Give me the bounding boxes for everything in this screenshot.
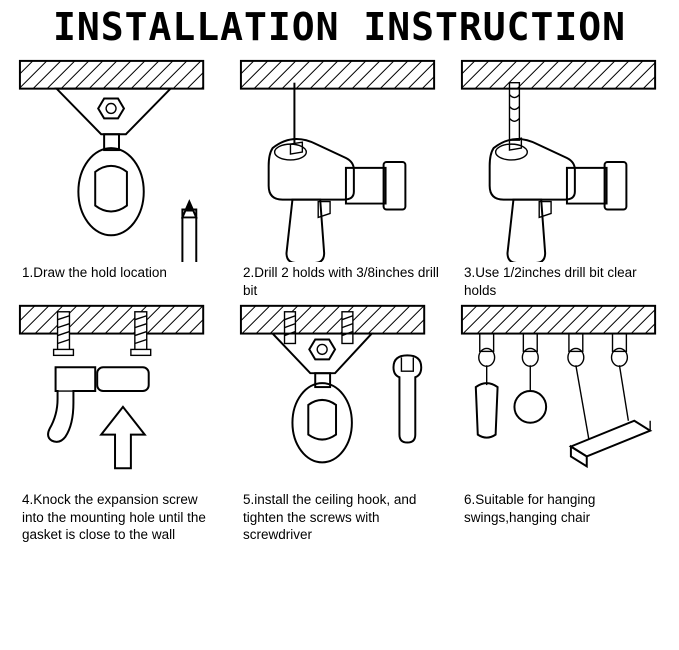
step-4	[8, 299, 229, 544]
step-2	[229, 52, 450, 299]
step-3	[450, 52, 671, 299]
figure-step-1	[12, 52, 225, 262]
step-5-caption: 5.install the ceiling hook, and tighten the screws with screwdriver	[243, 492, 417, 543]
step-6-caption: 6.Suitable for hanging swings,hanging chair	[464, 492, 596, 525]
figure-step-5	[233, 299, 446, 489]
figure-step-6	[454, 299, 667, 489]
step-4-caption: 4.Knock the expansion screw into the mounting hole until the gasket is close to the wall	[22, 492, 206, 543]
step-5	[229, 299, 450, 544]
figure-step-2	[233, 52, 446, 262]
figure-step-4	[12, 299, 225, 489]
figure-step-3	[454, 52, 667, 262]
step-3-caption: 3.Use 1/2inches drill bit clear holds	[464, 265, 637, 298]
step-1-caption: 1.Draw the hold location	[22, 265, 167, 280]
page-title: INSTALLATION INSTRUCTION	[52, 5, 627, 49]
step-2-caption: 2.Drill 2 holds with 3/8inches drill bit	[243, 265, 439, 298]
steps-grid	[0, 52, 679, 544]
step-6	[450, 299, 671, 544]
step-1	[8, 52, 229, 299]
